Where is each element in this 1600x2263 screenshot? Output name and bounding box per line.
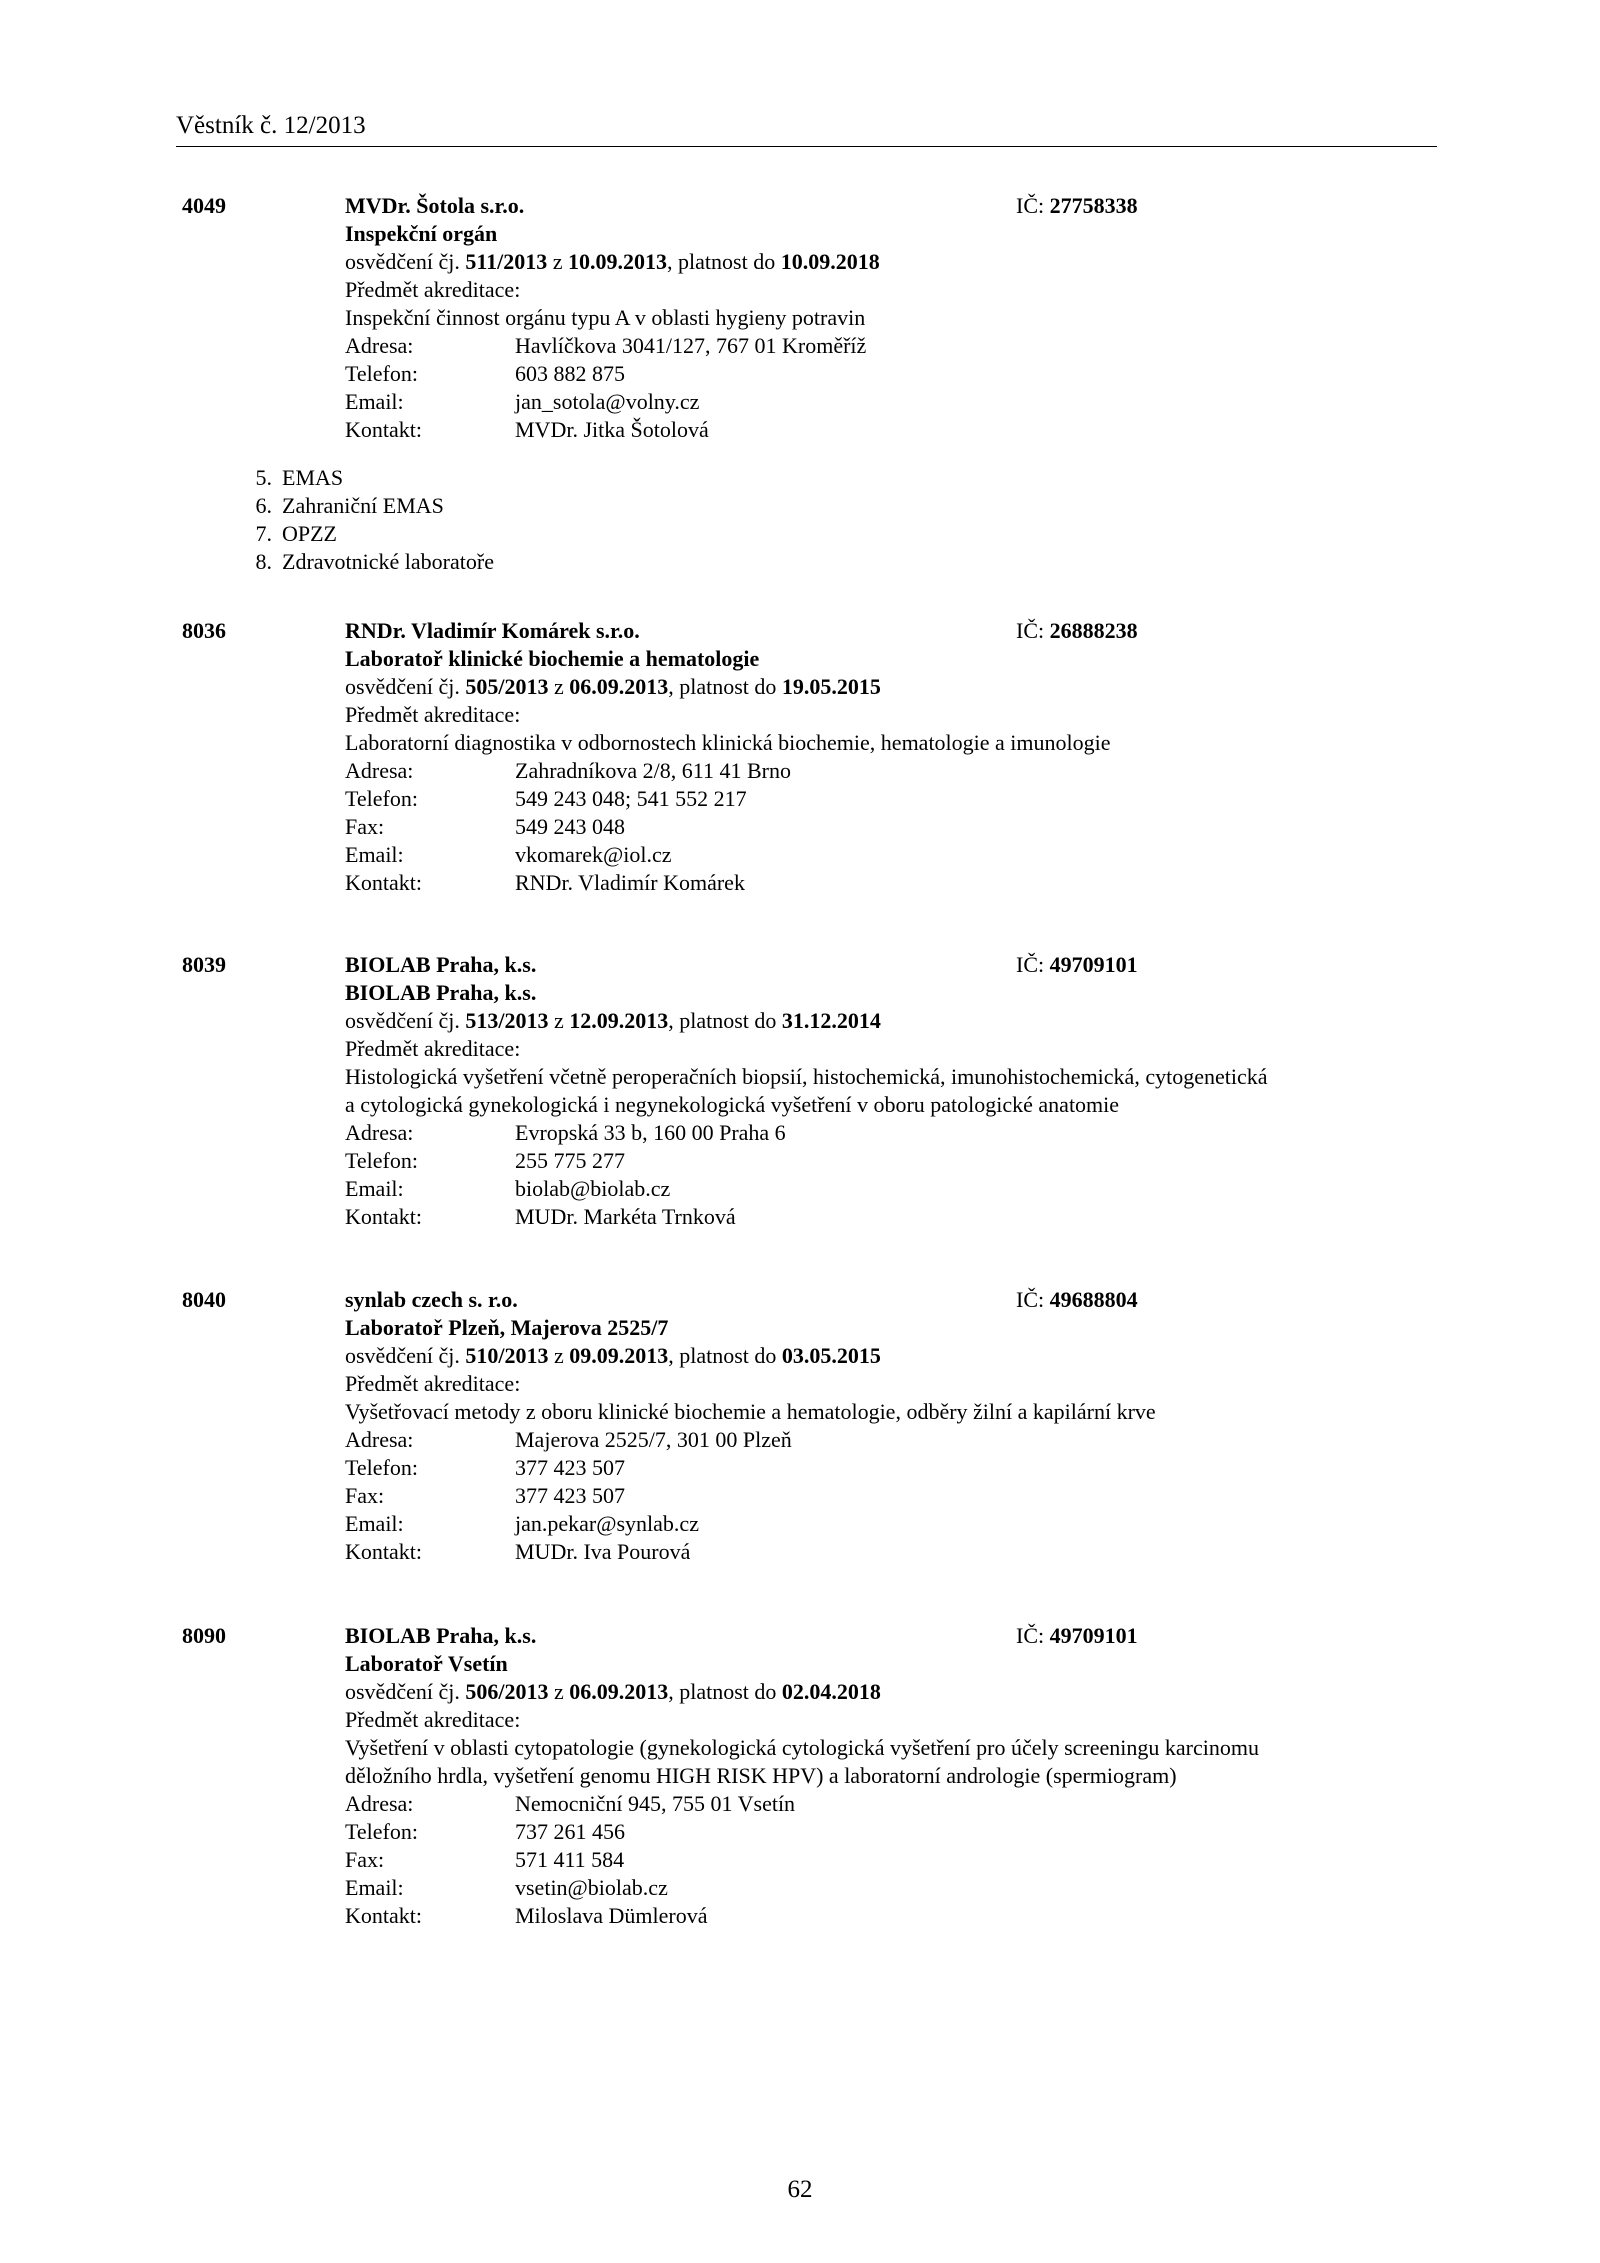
entry-number: 8090 [182, 1623, 226, 1648]
entry-certificate: osvědčení čj. 505/2013 z 06.09.2013, platnost do 19.05.2015 [345, 674, 881, 699]
entry-address-row: Adresa: Evropská 33 b, 160 00 Praha 6 [345, 1120, 786, 1145]
section-item: 6. Zahraniční EMAS [255, 493, 444, 518]
entry-subject-label: Předmět akreditace: [345, 702, 521, 727]
entry-body [345, 1286, 1405, 1566]
entry-email-row: Email: biolab@biolab.cz [345, 1176, 671, 1201]
entry-body [345, 1622, 1405, 1930]
entry-email-row: Email: jan.pekar@synlab.cz [345, 1511, 699, 1536]
entry-contact-row: Kontakt: RNDr. Vladimír Komárek [345, 870, 745, 895]
entry-phone-row: Telefon: 377 423 507 [345, 1455, 625, 1480]
entry-ic: IČ: 49709101 [1016, 1623, 1138, 1648]
entry-body [345, 192, 1405, 444]
entry-subject-label: Předmět akreditace: [345, 1371, 521, 1396]
entry-ic: IČ: 49709101 [1016, 952, 1138, 977]
page-header: Věstník č. 12/2013 [176, 112, 366, 139]
entry-fax-row: Fax: 377 423 507 [345, 1483, 625, 1508]
entry-subject-line: Histologická vyšetření včetně peroperačních biopsií, histochemická, imunohistochemická, cytogenetická [345, 1064, 1268, 1089]
entry-subject-line: Vyšetření v oblasti cytopatologie (gynekologická cytologická vyšetření pro účely screeningu karcinomu [345, 1735, 1259, 1760]
entry-name: BIOLAB Praha, k.s. [345, 952, 537, 977]
entry-unit: Laboratoř Vsetín [345, 1651, 508, 1676]
entry-phone-row: Telefon: 549 243 048; 541 552 217 [345, 786, 747, 811]
entry-contact-row: Kontakt: Miloslava Dümlerová [345, 1903, 708, 1928]
entry-subject: Laboratorní diagnostika v odbornostech klinická biochemie, hematologie a imunologie [345, 730, 1111, 755]
entry-unit: Inspekční orgán [345, 221, 498, 246]
entry-ic: IČ: 26888238 [1016, 618, 1138, 643]
entry-contact-row: Kontakt: MUDr. Iva Pourová [345, 1539, 691, 1564]
entry-name: synlab czech s. r.o. [345, 1287, 518, 1312]
entry-subject-label: Předmět akreditace: [345, 1707, 521, 1732]
entry-subject-label: Předmět akreditace: [345, 277, 521, 302]
entry-unit: BIOLAB Praha, k.s. [345, 980, 537, 1005]
entry-number: 8039 [182, 952, 226, 977]
entry-number: 8036 [182, 618, 226, 643]
entry-fax-row: Fax: 571 411 584 [345, 1847, 625, 1872]
entry-subject: Vyšetřovací metody z oboru klinické biochemie a hematologie, odběry žilní a kapilární krve [345, 1399, 1156, 1424]
entry-unit: Laboratoř klinické biochemie a hematologie [345, 646, 760, 671]
entry-subject: Inspekční činnost orgánu typu A v oblasti hygieny potravin [345, 305, 866, 330]
entry-phone-row: Telefon: 255 775 277 [345, 1148, 625, 1173]
entry-email-row: Email: vsetin@biolab.cz [345, 1875, 668, 1900]
entry-certificate: osvědčení čj. 513/2013 z 12.09.2013, platnost do 31.12.2014 [345, 1008, 881, 1033]
entry-subject-line: děložního hrdla, vyšetření genomu HIGH RISK HPV) a laboratorní andrologie (spermiogram) [345, 1763, 1177, 1788]
entry-address-row: Adresa: Zahradníkova 2/8, 611 41 Brno [345, 758, 791, 783]
entry-email-row: Email: vkomarek@iol.cz [345, 842, 672, 867]
entry-name: RNDr. Vladimír Komárek s.r.o. [345, 618, 640, 643]
entry-subject-line: a cytologická gynekologická i negynekologická vyšetření v oboru patologické anatomie [345, 1092, 1120, 1117]
section-list [222, 464, 494, 576]
entry-ic: IČ: 49688804 [1016, 1287, 1138, 1312]
entry-certificate: osvědčení čj. 510/2013 z 09.09.2013, platnost do 03.05.2015 [345, 1343, 881, 1368]
header-divider [176, 146, 1437, 147]
entry-phone-row: Telefon: 603 882 875 [345, 361, 625, 386]
entry-name: MVDr. Šotola s.r.o. [345, 193, 525, 218]
entry-number: 4049 [182, 193, 226, 218]
page-number: 62 [787, 2176, 813, 2203]
entry-number: 8040 [182, 1287, 226, 1312]
entry-certificate: osvědčení čj. 506/2013 z 06.09.2013, platnost do 02.04.2018 [345, 1679, 881, 1704]
entry-phone-row: Telefon: 737 261 456 [345, 1819, 625, 1844]
entry-subject-label: Předmět akreditace: [345, 1036, 521, 1061]
entry-address-row: Adresa: Nemocniční 945, 755 01 Vsetín [345, 1791, 796, 1816]
entry-email-row: Email: jan_sotola@volny.cz [345, 389, 700, 414]
entry-body [345, 951, 1405, 1231]
entry-ic: IČ: 27758338 [1016, 193, 1138, 218]
entry-address-row: Adresa: Majerova 2525/7, 301 00 Plzeň [345, 1427, 792, 1452]
entry-address-row: Adresa: Havlíčkova 3041/127, 767 01 Kroměříž [345, 333, 867, 358]
entry-body [345, 617, 1405, 897]
section-item: 7. OPZZ [255, 521, 337, 546]
entry-name: BIOLAB Praha, k.s. [345, 1623, 537, 1648]
section-item: 5. EMAS [255, 465, 344, 490]
entry-fax-row: Fax: 549 243 048 [345, 814, 625, 839]
entry-contact-row: Kontakt: MUDr. Markéta Trnková [345, 1204, 736, 1229]
section-item: 8. Zdravotnické laboratoře [255, 549, 494, 574]
entry-unit: Laboratoř Plzeň, Majerova 2525/7 [345, 1315, 669, 1340]
entry-contact-row: Kontakt: MVDr. Jitka Šotolová [345, 417, 709, 442]
entry-certificate: osvědčení čj. 511/2013 z 10.09.2013, platnost do 10.09.2018 [345, 249, 880, 274]
